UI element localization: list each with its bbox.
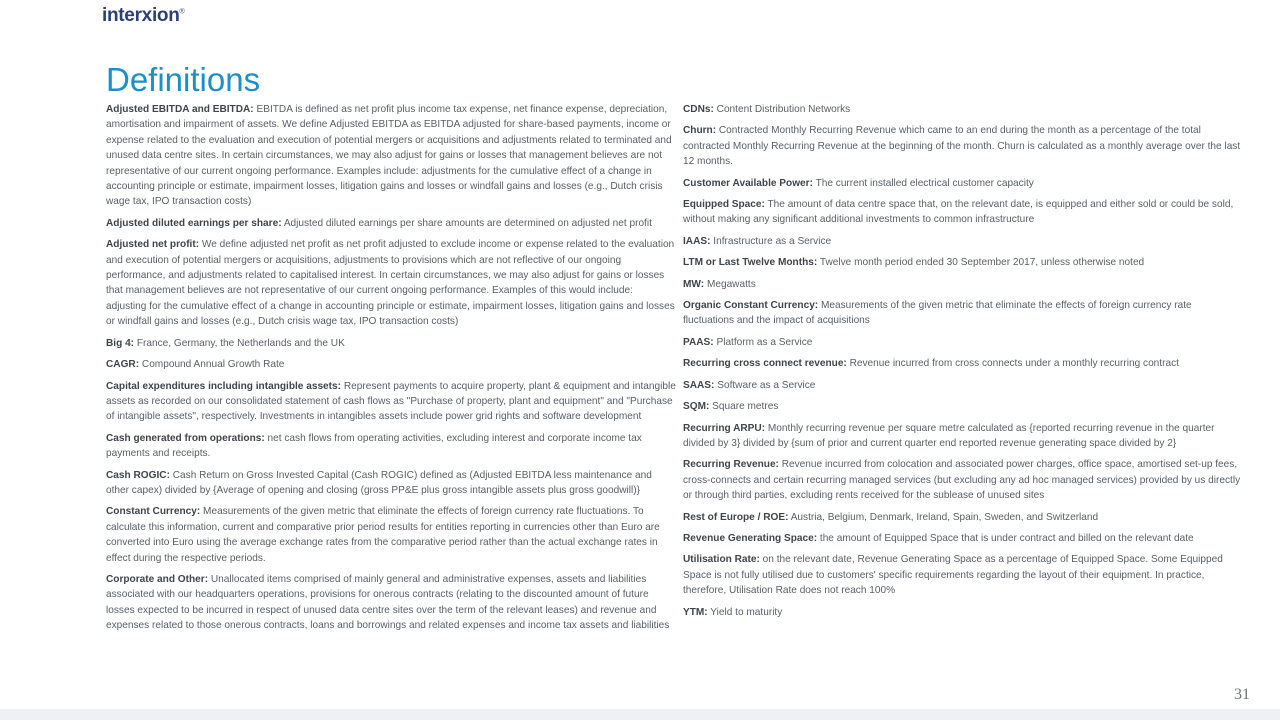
definition-term: Adjusted net profit: [106, 239, 200, 251]
definition-item [683, 176, 1245, 191]
definition-term: Big 4: [106, 337, 135, 349]
definition-item [106, 102, 676, 210]
definition-text: Infrastructure as a Service [713, 235, 832, 247]
definition-text: the amount of Equipped Space that is under contract and billed on the relevant date [819, 532, 1194, 544]
definition-term: CDNs: [683, 104, 714, 115]
definition-term: PAAS: [683, 336, 714, 348]
definition-text: France, Germany, the Netherlands and the UK [136, 337, 345, 349]
definition-text: Represent payments to acquire property, plant & equipment and intangible assets as recorded on our consolidated statement of cash flows as "Purchase of property, plant and equipment" and "Purchase of intangible assets", respectively. Investments in intangibles assets include power grid rights and software development [106, 380, 676, 423]
definition-item [683, 335, 1245, 350]
definition-term: SAAS: [683, 379, 715, 391]
definition-item [106, 504, 676, 566]
definition-text: Compound Annual Growth Rate [141, 359, 285, 371]
definition-item [106, 336, 676, 351]
definition-item [106, 572, 676, 634]
definition-term: Capital expenditures including intangible assets: [106, 380, 342, 392]
right-definitions-column [683, 102, 1245, 626]
definition-item [683, 421, 1245, 452]
definition-item [683, 605, 1245, 620]
definition-text: Twelve month period ended 30 September 2017, unless otherwise noted [819, 257, 1145, 269]
definition-term: Organic Constant Currency: [683, 300, 819, 312]
definition-item [106, 431, 676, 462]
definition-text: Platform as a Service [716, 336, 813, 348]
definition-term: Cash generated from operations: [106, 432, 265, 444]
definition-term: Constant Currency: [106, 506, 201, 518]
definition-item [683, 298, 1245, 329]
definition-text: Square metres [712, 401, 779, 413]
definition-item [106, 357, 676, 372]
definition-text: We define adjusted net profit as net profit adjusted to exclude income or expense related to the evaluation and execution of potential mergers or acquisitions, adjustments to provisions which are not reflective of our ongoing performance, and adjustments related to capitalised interest. In certain circumstances, we may also adjust for gains or losses that management believes are not representative of our current ongoing performance. Examples of this would include: adjusting for the cumulative effect of a change in accounting principle or estimate, impairment losses, litigation gains and losses or windfall gains and losses (e.g., Dutch crisis wage tax, IPO transaction costs) [106, 239, 675, 328]
definition-text: Content Distribution Networks [716, 104, 851, 115]
definition-text: on the relevant date, Revenue Generating Space as a percentage of Equipped Space. Some Equipped Space is not fully utilised due to customers' specific requirements regarding the layout of their equipment. In practice, therefore, Utilisation Rate does not reach 100% [683, 554, 1223, 597]
definition-text: Measurements of the given metric that eliminate the effects of foreign currency rate fluctuations. To calculate this information, current and comparative prior period results for entities reporting in currencies other than Euro are converted into Euro using the average exchange rates from the comparative period rather than the actual exchange rates in effect during the respective periods. [106, 506, 660, 564]
definition-text: Cash Return on Gross Invested Capital (Cash ROGIC) defined as (Adjusted EBITDA less maintenance and other capex) divided by {Average of opening and closing (gross PP&E plus gross intangible assets plus gross goodwill)} [106, 469, 652, 496]
definition-text: Austria, Belgium, Denmark, Ireland, Spain, Sweden, and Switzerland [790, 511, 1099, 523]
definition-text: Monthly recurring revenue per square metre calculated as {reported recurring revenue in the quarter divided by 3} divided by {sum of prior and current quarter end reported revenue generating space divided by 2} [683, 422, 1215, 449]
definition-term: CAGR: [106, 359, 140, 371]
definition-text: Contracted Monthly Recurring Revenue which came to an end during the month as a percentage of the total contracted Monthly Recurring Revenue at the beginning of the month. Churn is calculated as a monthly average over the last 12 months. [683, 125, 1241, 168]
interxion-logo [102, 5, 184, 27]
definition-text: EBITDA is defined as net profit plus income tax expense, net finance expense, depreciation, amortisation and impairment of assets. We define Adjusted EBITDA as EBITDA adjusted for share-based payments, income or expense related to the evaluation and execution of potential mergers or acquisitions and adjustments related to terminated and unused data centre sites. In certain circumstances, we may also adjust for gains or losses that management believes are not representative of our current ongoing performance. Examples include: adjustments for the cumulative effect of a change in accounting principle or estimate, impairment losses, litigation gains and losses or windfall gains and losses (e.g., Dutch crisis wage tax, IPO transaction costs) [106, 104, 672, 208]
left-definitions-column [106, 102, 676, 640]
definition-item [683, 197, 1245, 228]
definition-text: Revenue incurred from cross connects under a monthly recurring contract [849, 358, 1179, 370]
definition-term: Customer Available Power: [683, 177, 813, 189]
definition-term: Utilisation Rate: [683, 554, 760, 566]
logo-registered-mark: ® [179, 8, 185, 16]
definition-term: Adjusted EBITDA and EBITDA: [106, 104, 254, 115]
logo-text: interxion [102, 5, 180, 26]
definition-term: Equipped Space: [683, 199, 765, 211]
definition-text: The amount of data centre space that, on the relevant date, is equipped and either sold or could be sold, without making any significant additional investments to common infrastructure [683, 199, 1234, 226]
definition-text: net cash flows from operating activities, excluding interest and corporate income tax payments and receipts. [106, 432, 642, 460]
definition-term: SQM: [683, 401, 710, 413]
definition-term: Churn: [683, 125, 717, 137]
definition-term: Recurring Revenue: [683, 459, 779, 471]
definition-item [106, 379, 676, 425]
definition-term: Recurring ARPU: [683, 422, 766, 434]
definition-item [683, 123, 1245, 169]
definition-term: MW: [683, 278, 705, 290]
definition-text: The current installed electrical customer capacity [815, 177, 1034, 189]
definition-item [683, 531, 1245, 546]
definition-item [106, 468, 676, 499]
definition-item [683, 378, 1245, 393]
definition-item [683, 234, 1245, 249]
definition-term: YTM: [683, 606, 708, 618]
definition-term: Rest of Europe / ROE: [683, 511, 789, 523]
definition-term: Recurring cross connect revenue: [683, 358, 847, 370]
definition-term: LTM or Last Twelve Months: [683, 257, 818, 269]
definition-text: Measurements of the given metric that eliminate the effects of foreign currency rate fluctuations and the impact of acquisitions [683, 300, 1192, 327]
definition-item [683, 255, 1245, 270]
definition-item [683, 102, 1245, 117]
definition-item [683, 399, 1245, 414]
page-number: 31 [1234, 686, 1250, 703]
definition-item [683, 277, 1245, 292]
definition-text: Adjusted diluted earnings per share amounts are determined on adjusted net profit [283, 217, 652, 229]
definition-item [683, 510, 1245, 525]
definition-term: Corporate and Other: [106, 573, 209, 585]
definition-term: Cash ROGIC: [106, 469, 170, 481]
definition-text: Unallocated items comprised of mainly general and administrative expenses, assets and liabilities associated with our headquarters operations, provisions for onerous contracts (relating to the discounted amount of future losses expected to be incurred in respect of unused data centre sites over the term of the relevant leases) and revenue and expenses related to those onerous contracts, loans and borrowings and related expenses and income tax assets and liabilities [106, 573, 670, 632]
definition-text: Megawatts [706, 278, 756, 290]
definition-term: Adjusted diluted earnings per share: [106, 217, 282, 229]
definition-text: Revenue incurred from colocation and associated power charges, office space, amortised set-up fees, cross-connects and certain recurring managed services (but excluding any ad hoc managed services) provided by us directly or through third parties, excluding rents received for the sublease of unused sites [683, 459, 1241, 502]
definition-item [683, 356, 1245, 371]
definition-text: Yield to maturity [710, 606, 783, 618]
definition-term: IAAS: [683, 235, 711, 247]
definition-item [106, 216, 676, 231]
definition-item [683, 457, 1245, 503]
definition-item [683, 552, 1245, 598]
page-title: Definitions [106, 61, 261, 98]
definition-term: Revenue Generating Space: [683, 532, 818, 544]
definition-item [106, 237, 676, 329]
definition-text: Software as a Service [717, 379, 816, 391]
footer-bar [0, 709, 1280, 720]
